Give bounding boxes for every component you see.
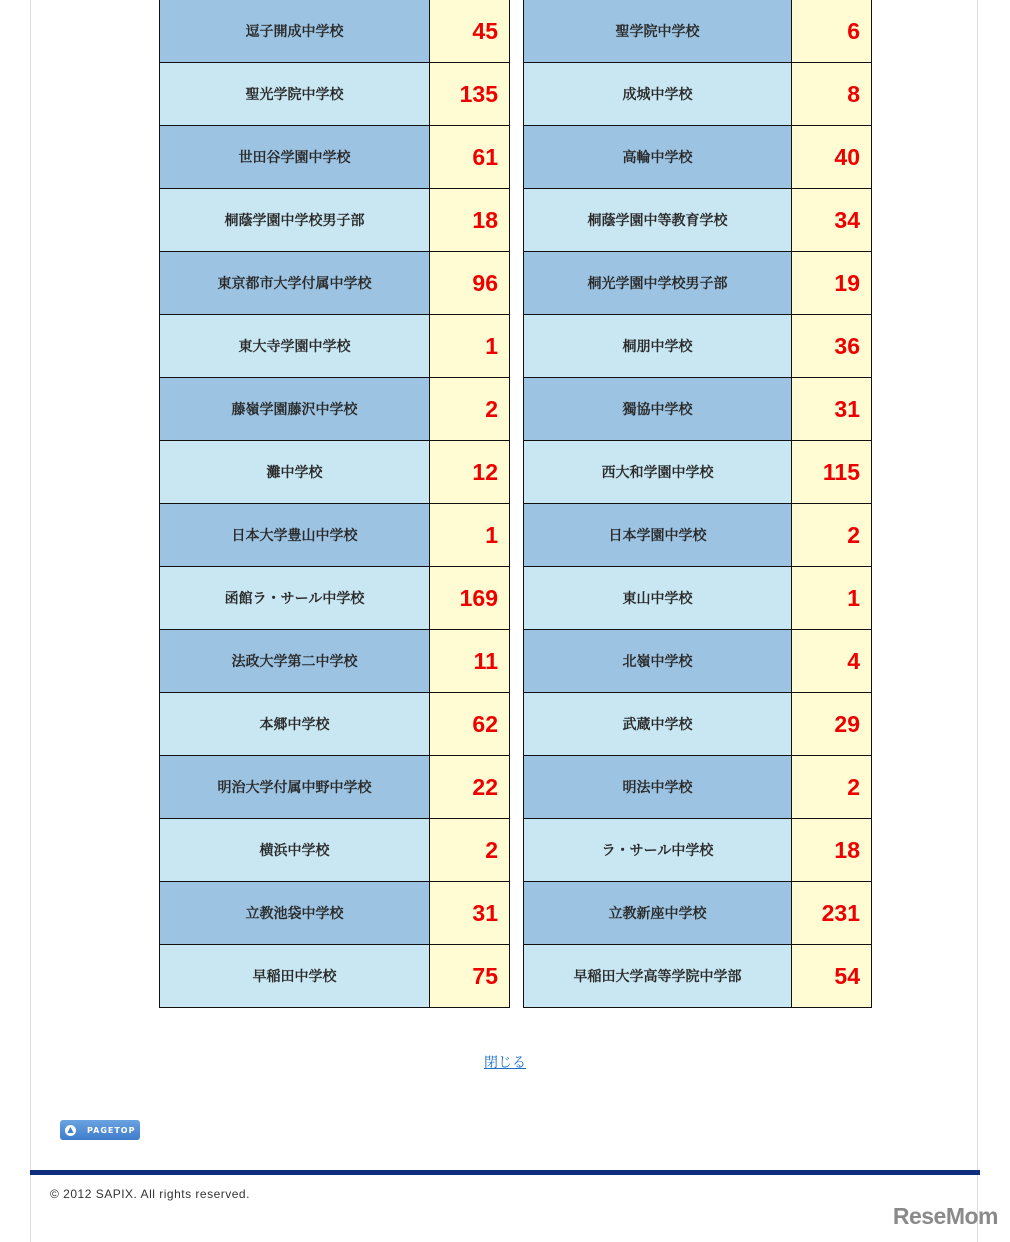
pass-count-cell: 61 <box>430 126 510 189</box>
table-row <box>524 0 872 63</box>
pass-count-cell: 1 <box>430 315 510 378</box>
results-table-left-body <box>160 0 510 1008</box>
close-link[interactable]: 閉じる <box>484 1055 526 1071</box>
school-name-cell: 武蔵中学校 <box>524 693 792 756</box>
table-row <box>524 504 872 567</box>
pass-count-cell: 1 <box>792 567 872 630</box>
school-name-cell: 桐蔭学園中学校男子部 <box>160 189 430 252</box>
table-row <box>524 378 872 441</box>
pass-count-cell: 169 <box>430 567 510 630</box>
pass-count-cell: 18 <box>792 819 872 882</box>
school-name-cell: ラ・サール中学校 <box>524 819 792 882</box>
pass-count-cell: 2 <box>430 819 510 882</box>
table-row <box>524 693 872 756</box>
pass-count-cell: 36 <box>792 315 872 378</box>
school-name-cell: 桐朋中学校 <box>524 315 792 378</box>
table-row <box>160 567 510 630</box>
pass-count-cell: 11 <box>430 630 510 693</box>
table-row <box>524 945 872 1008</box>
pass-count-cell: 40 <box>792 126 872 189</box>
school-name-cell: 東京都市大学付属中学校 <box>160 252 430 315</box>
pass-count-cell: 96 <box>430 252 510 315</box>
table-row <box>160 0 510 63</box>
school-name-cell: 桐蔭学園中等教育学校 <box>524 189 792 252</box>
pass-count-cell: 31 <box>430 882 510 945</box>
school-name-cell: 明治大学付属中野中学校 <box>160 756 430 819</box>
school-name-cell: 横浜中学校 <box>160 819 430 882</box>
copyright-text: © 2012 SAPIX. All rights reserved. <box>50 1187 250 1201</box>
pass-count-cell: 4 <box>792 630 872 693</box>
table-row <box>160 504 510 567</box>
pagetop-button[interactable] <box>60 1120 140 1140</box>
school-name-cell: 灘中学校 <box>160 441 430 504</box>
pass-count-cell: 31 <box>792 378 872 441</box>
table-row <box>524 756 872 819</box>
table-row <box>160 882 510 945</box>
pass-count-cell: 45 <box>430 0 510 63</box>
pass-count-cell: 22 <box>430 756 510 819</box>
table-row <box>524 63 872 126</box>
arrow-up-circle-icon: ▲ <box>65 1125 76 1136</box>
table-row <box>524 441 872 504</box>
pass-count-cell: 54 <box>792 945 872 1008</box>
school-name-cell: 明法中学校 <box>524 756 792 819</box>
school-name-cell: 桐光学園中学校男子部 <box>524 252 792 315</box>
table-row <box>160 441 510 504</box>
table-row <box>524 252 872 315</box>
pass-count-cell: 231 <box>792 882 872 945</box>
school-name-cell: 世田谷学園中学校 <box>160 126 430 189</box>
results-table-right-body <box>524 0 872 1008</box>
school-name-cell: 函館ラ・サール中学校 <box>160 567 430 630</box>
pass-count-cell: 2 <box>792 756 872 819</box>
school-name-cell: 早稲田中学校 <box>160 945 430 1008</box>
table-row <box>160 756 510 819</box>
table-row <box>524 189 872 252</box>
pass-count-cell: 115 <box>792 441 872 504</box>
footer-divider <box>30 1170 980 1175</box>
school-name-cell: 藤嶺学園藤沢中学校 <box>160 378 430 441</box>
school-name-cell: 日本学園中学校 <box>524 504 792 567</box>
pass-count-cell: 135 <box>430 63 510 126</box>
pass-count-cell: 18 <box>430 189 510 252</box>
school-name-cell: 東大寺学園中学校 <box>160 315 430 378</box>
table-row <box>524 819 872 882</box>
table-row <box>160 252 510 315</box>
school-name-cell: 立教池袋中学校 <box>160 882 430 945</box>
school-name-cell: 高輪中学校 <box>524 126 792 189</box>
school-name-cell: 早稲田大学高等学院中学部 <box>524 945 792 1008</box>
pass-count-cell: 75 <box>430 945 510 1008</box>
school-name-cell: 立教新座中学校 <box>524 882 792 945</box>
table-row <box>160 63 510 126</box>
table-row <box>160 315 510 378</box>
table-row <box>524 315 872 378</box>
pass-count-cell: 6 <box>792 0 872 63</box>
school-name-cell: 本郷中学校 <box>160 693 430 756</box>
table-row <box>524 882 872 945</box>
pass-count-cell: 34 <box>792 189 872 252</box>
pass-count-cell: 19 <box>792 252 872 315</box>
table-row <box>524 567 872 630</box>
pass-count-cell: 29 <box>792 693 872 756</box>
pass-count-cell: 1 <box>430 504 510 567</box>
table-row <box>160 126 510 189</box>
resemom-watermark-logo: ReseMom <box>892 1203 998 1229</box>
table-row <box>524 630 872 693</box>
school-name-cell: 日本大学豊山中学校 <box>160 504 430 567</box>
school-name-cell: 法政大学第二中学校 <box>160 630 430 693</box>
results-table-left <box>159 0 510 1008</box>
school-name-cell: 北嶺中学校 <box>524 630 792 693</box>
pass-count-cell: 2 <box>792 504 872 567</box>
pass-count-cell: 2 <box>430 378 510 441</box>
pass-count-cell: 12 <box>430 441 510 504</box>
table-row <box>524 126 872 189</box>
school-name-cell: 聖光学院中学校 <box>160 63 430 126</box>
school-name-cell: 獨協中学校 <box>524 378 792 441</box>
school-name-cell: 成城中学校 <box>524 63 792 126</box>
pass-count-cell: 62 <box>430 693 510 756</box>
table-row <box>160 630 510 693</box>
school-name-cell: 東山中学校 <box>524 567 792 630</box>
table-row <box>160 693 510 756</box>
table-row <box>160 819 510 882</box>
table-row <box>160 945 510 1008</box>
pagetop-label: PAGETOP <box>87 1125 136 1135</box>
table-row <box>160 189 510 252</box>
results-table-right <box>523 0 872 1008</box>
pass-count-cell: 8 <box>792 63 872 126</box>
table-row <box>160 378 510 441</box>
school-name-cell: 西大和学園中学校 <box>524 441 792 504</box>
school-name-cell: 逗子開成中学校 <box>160 0 430 63</box>
school-name-cell: 聖学院中学校 <box>524 0 792 63</box>
